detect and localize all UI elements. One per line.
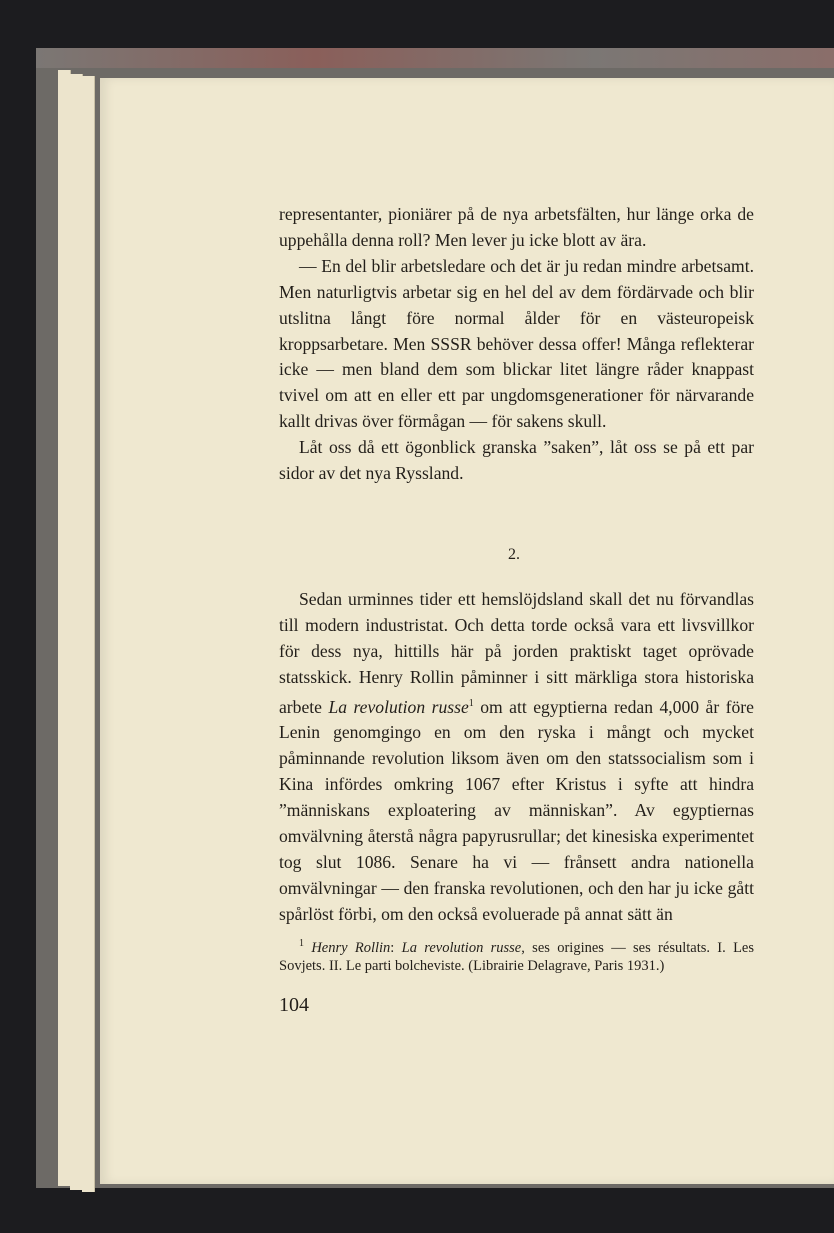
paragraph-lead: Sedan urminnes tider ett hemslöjdsland skall det nu förvandlas till modern industristat. Och detta torde också vara ett livsvillkor för dess nya, hittills här på jorden praktiskt taget oprövade statsskick. Henry Rollin påminner i sitt märkliga stora historiska arbete [279,589,754,717]
footnote-author: Henry Rollin [311,939,391,956]
footnote-title: La revolution russe [401,939,522,956]
footnote-ref: 1 [468,697,474,709]
paragraph [279,587,754,928]
body-text-part2 [279,587,754,928]
book-title: La revolution russe [328,696,469,717]
paragraph: Låt oss då ett ögonblick granska ”saken”, låt oss se på ett par sidor av det nya Ryssland. [279,437,754,484]
footnote-rest: , ses origines — ses résultats. I. Les Sovjets. II. Le parti bolcheviste. (Librairie Delagrave, Paris 1931.) [279,939,755,974]
page-number: 104 [279,994,309,1016]
paragraph: representanter, pioniärer på de nya arbetsfälten, hur länge orka de uppehålla denna roll? Men lever ju icke blott av ära. [279,204,754,250]
section-number: 2. [508,546,520,563]
footnote-text [279,935,754,975]
page-edge-3 [82,76,95,1192]
paragraph: — En del blir arbetsledare och det är ju redan mindre arbetsamt. Men naturligtvis arbetar sig en hel del av dem fördärvade och blir utslitna långt före normal ålder för en västeuropeisk kroppsarbetare. Men SSSR behöver dessa offer! Många reflekterar icke — men bland dem som blickar litet längre råder knappast tvivel om att en eller ett par ungdomsgenerationer för närvarande kallt drivas över förmågan — för sakens skull. [279,255,754,432]
footnote [279,935,754,975]
body-text-part1 [279,202,754,487]
paragraph-rest: om att egyptierna redan 4,000 år före Lenin genomgingo en om den ryska i mångt och mycket påminnande revolution liksom även om den statssocialism som i Kina infördes omkring 1067 efter Kristus i syfte att hindra ”människans exploatering av människan”. Av egyptiernas omvälvning återstå några papyrusrullar; det kinesiska experimentet tog slut 1086. Senare ha vi — frånsett andra nationella omvälvningar — den franska revolutionen, och den har ju icke gått spårlöst förbi, om den också evoluerade på annat sätt än [279,696,754,924]
footnote-mark: 1 [299,938,304,949]
footnote-sep: : [390,939,402,956]
cover-spine-edge [36,48,834,68]
